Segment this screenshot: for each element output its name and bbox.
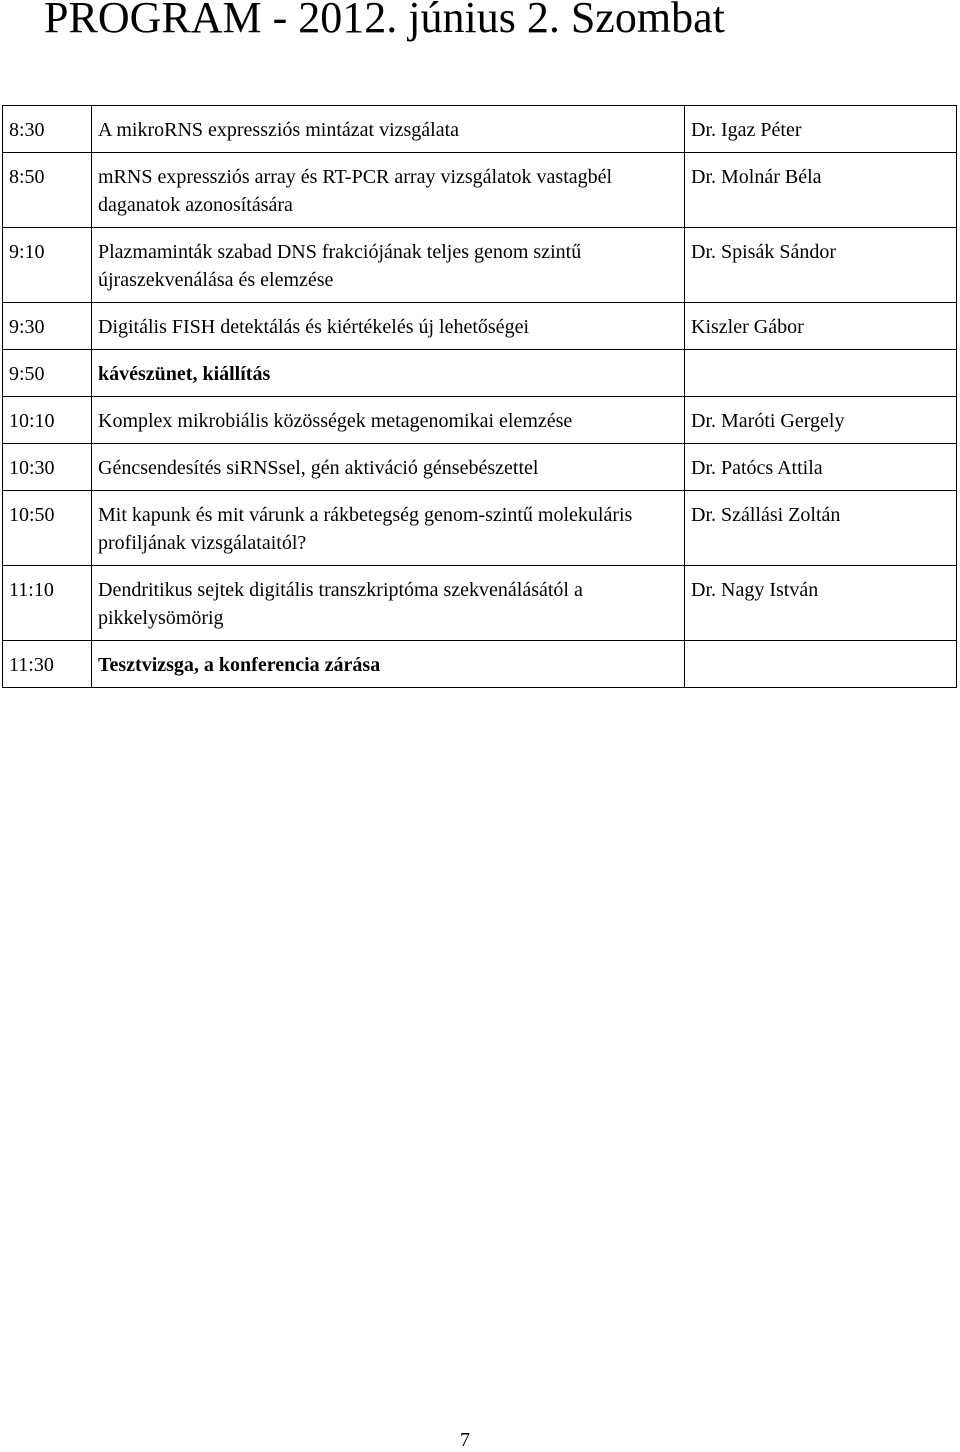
session-time: 9:50 [3, 350, 92, 397]
session-title: A mikroRNS expressziós mintázat vizsgálata [92, 106, 685, 153]
session-title: Komplex mikrobiális közösségek metagenomikai elemzése [92, 397, 685, 444]
session-title: mRNS expressziós array és RT-PCR array vizsgálatok vastagbél daganatok azonosítására [92, 153, 685, 228]
session-title: Plazmaminták szabad DNS frakciójának teljes genom szintű újraszekvenálása és elemzése [92, 228, 685, 303]
session-time: 11:30 [3, 641, 92, 688]
session-speaker: Dr. Maróti Gergely [685, 397, 957, 444]
session-speaker [685, 350, 957, 397]
schedule-row [3, 153, 957, 228]
program-table-body [3, 106, 957, 688]
session-speaker [685, 641, 957, 688]
session-speaker: Kiszler Gábor [685, 303, 957, 350]
schedule-row [3, 303, 957, 350]
session-title: Tesztvizsga, a konferencia zárása [92, 641, 685, 688]
session-speaker: Dr. Szállási Zoltán [685, 491, 957, 566]
session-speaker: Dr. Patócs Attila [685, 444, 957, 491]
schedule-row [3, 491, 957, 566]
session-time: 9:30 [3, 303, 92, 350]
session-time: 11:10 [3, 566, 92, 641]
session-title: Digitális FISH detektálás és kiértékelés új lehetőségei [92, 303, 685, 350]
session-speaker: Dr. Nagy István [685, 566, 957, 641]
schedule-row [3, 228, 957, 303]
session-time: 10:10 [3, 397, 92, 444]
schedule-row [3, 350, 957, 397]
page-number: 7 [460, 1429, 470, 1451]
session-time: 8:50 [3, 153, 92, 228]
session-title: Mit kapunk és mit várunk a rákbetegség genom-szintű molekuláris profiljának vizsgálataitól? [92, 491, 685, 566]
schedule-row [3, 444, 957, 491]
schedule-row [3, 106, 957, 153]
session-time: 8:30 [3, 106, 92, 153]
session-title: Géncsendesítés siRNSsel, gén aktiváció génsebészettel [92, 444, 685, 491]
session-title: Dendritikus sejtek digitális transzkriptóma szekvenálásától a pikkelysömörig [92, 566, 685, 641]
schedule-row [3, 397, 957, 444]
session-speaker: Dr. Spisák Sándor [685, 228, 957, 303]
session-time: 9:10 [3, 228, 92, 303]
schedule-row [3, 641, 957, 688]
session-title: kávészünet, kiállítás [92, 350, 685, 397]
session-speaker: Dr. Molnár Béla [685, 153, 957, 228]
page-title: PROGRAM - 2012. június 2. Szombat [44, 0, 725, 42]
program-table [2, 105, 957, 688]
session-time: 10:50 [3, 491, 92, 566]
session-speaker: Dr. Igaz Péter [685, 106, 957, 153]
schedule-row [3, 566, 957, 641]
session-time: 10:30 [3, 444, 92, 491]
